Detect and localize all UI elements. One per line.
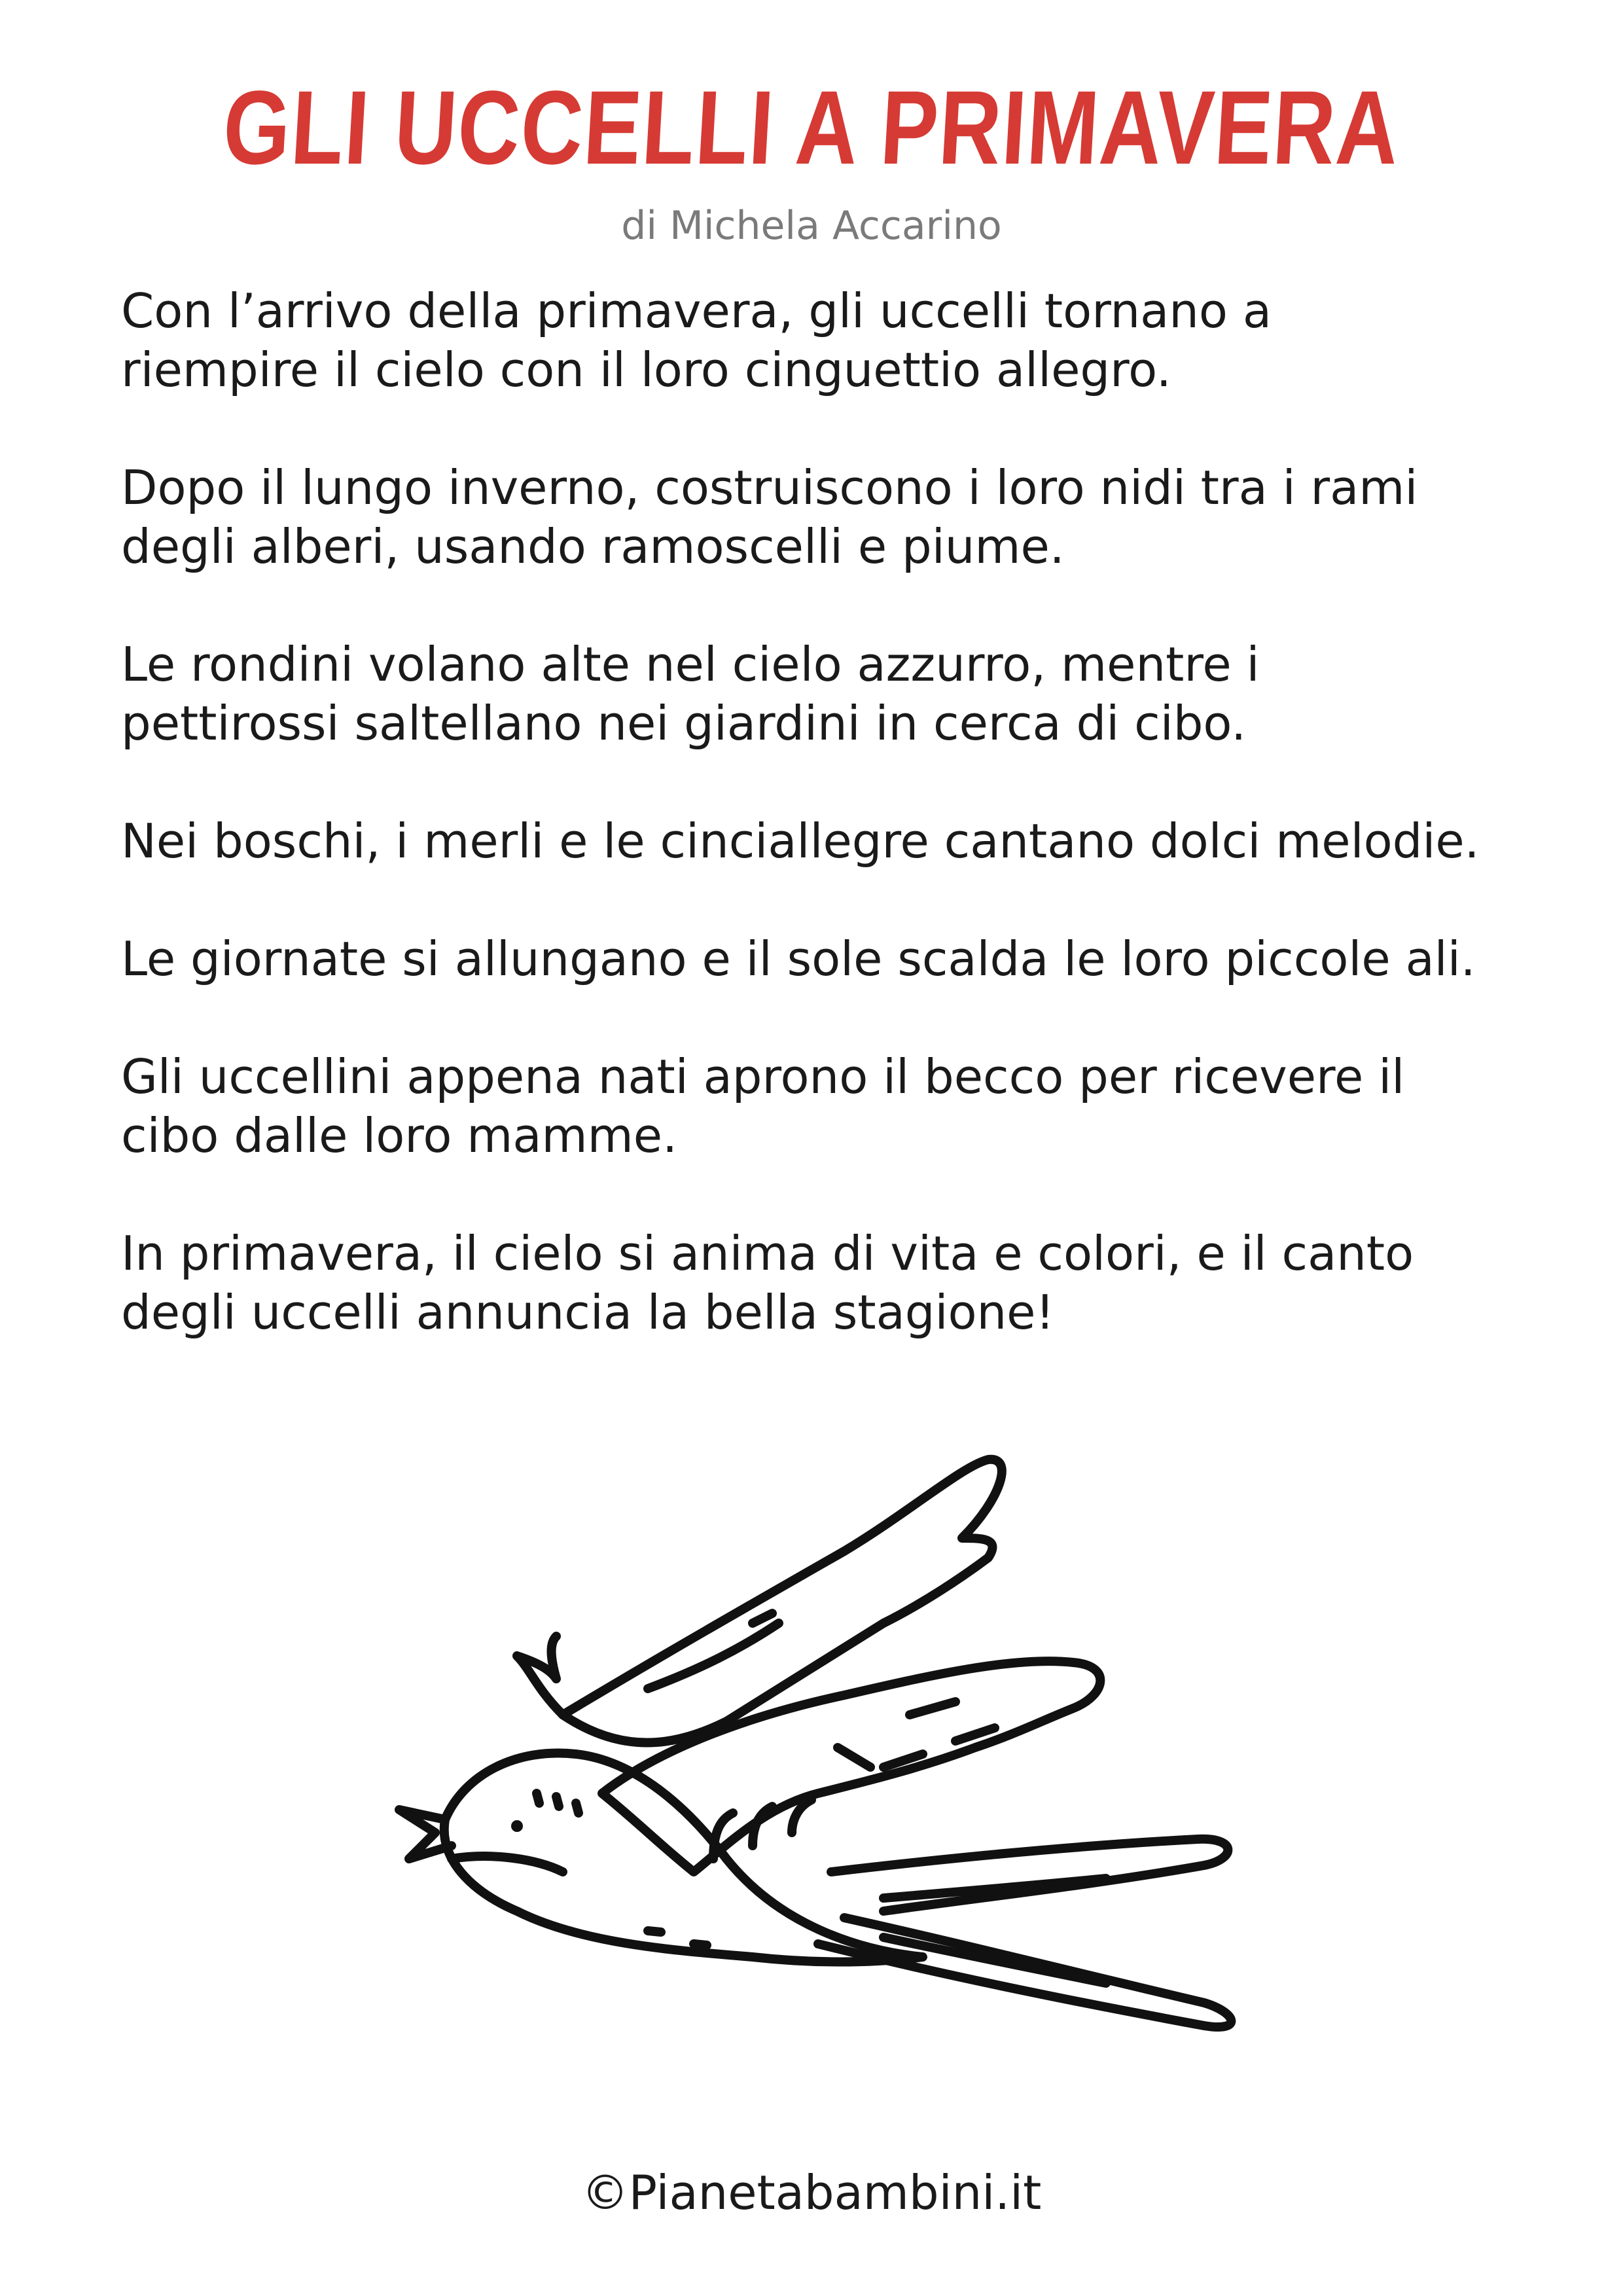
poem-body — [121, 281, 1561, 1401]
poem-paragraph — [121, 281, 1561, 399]
poem-line: Dopo il lungo inverno, costruiscono i loro nidi tra i rami — [121, 460, 1418, 515]
poem-line: degli uccelli annuncia la bella stagione! — [121, 1285, 1055, 1340]
poem-line: cibo dalle loro mamme. — [121, 1108, 677, 1163]
poem-line: In primavera, il cielo si anima di vita e colori, e il canto — [121, 1226, 1414, 1281]
poem-line: pettirossi saltellano nei giardini in cerca di cibo. — [121, 696, 1247, 751]
poem-paragraph — [121, 812, 1561, 870]
poem-paragraph — [121, 929, 1561, 988]
upper-wing-icon — [563, 1460, 1002, 1743]
author-line: di Michela Accarino — [621, 203, 1002, 249]
poem-paragraph — [121, 1224, 1561, 1342]
poem-paragraph — [121, 458, 1561, 576]
poem-line: Le rondini volano alte nel cielo azzurro, mentre i — [121, 637, 1260, 692]
poem-line: degli alberi, usando ramoscelli e piume. — [121, 519, 1065, 574]
page-title: GLI UCCELLI A PRIMAVERA — [220, 69, 1403, 186]
poem-line: Le giornate si allungano e il sole scalda le loro piccole ali. — [121, 931, 1476, 986]
footer-copyright: ©Pianetabambini.it — [581, 2165, 1042, 2220]
swallow-bird-icon — [386, 1440, 1315, 2094]
poem-line: Gli uccellini appena nati aprono il becco per ricevere il — [121, 1049, 1405, 1104]
lower-wing-icon — [602, 1661, 1100, 1872]
poem-line: Nei boschi, i merli e le cinciallegre cantano dolci melodie. — [121, 814, 1480, 869]
poem-paragraph — [121, 1047, 1561, 1165]
poem-line: riempire il cielo con il loro cinguettio allegro. — [121, 342, 1171, 397]
poem-line: Con l’arrivo della primavera, gli uccelli tornano a — [121, 283, 1272, 338]
poem-paragraph — [121, 635, 1561, 753]
